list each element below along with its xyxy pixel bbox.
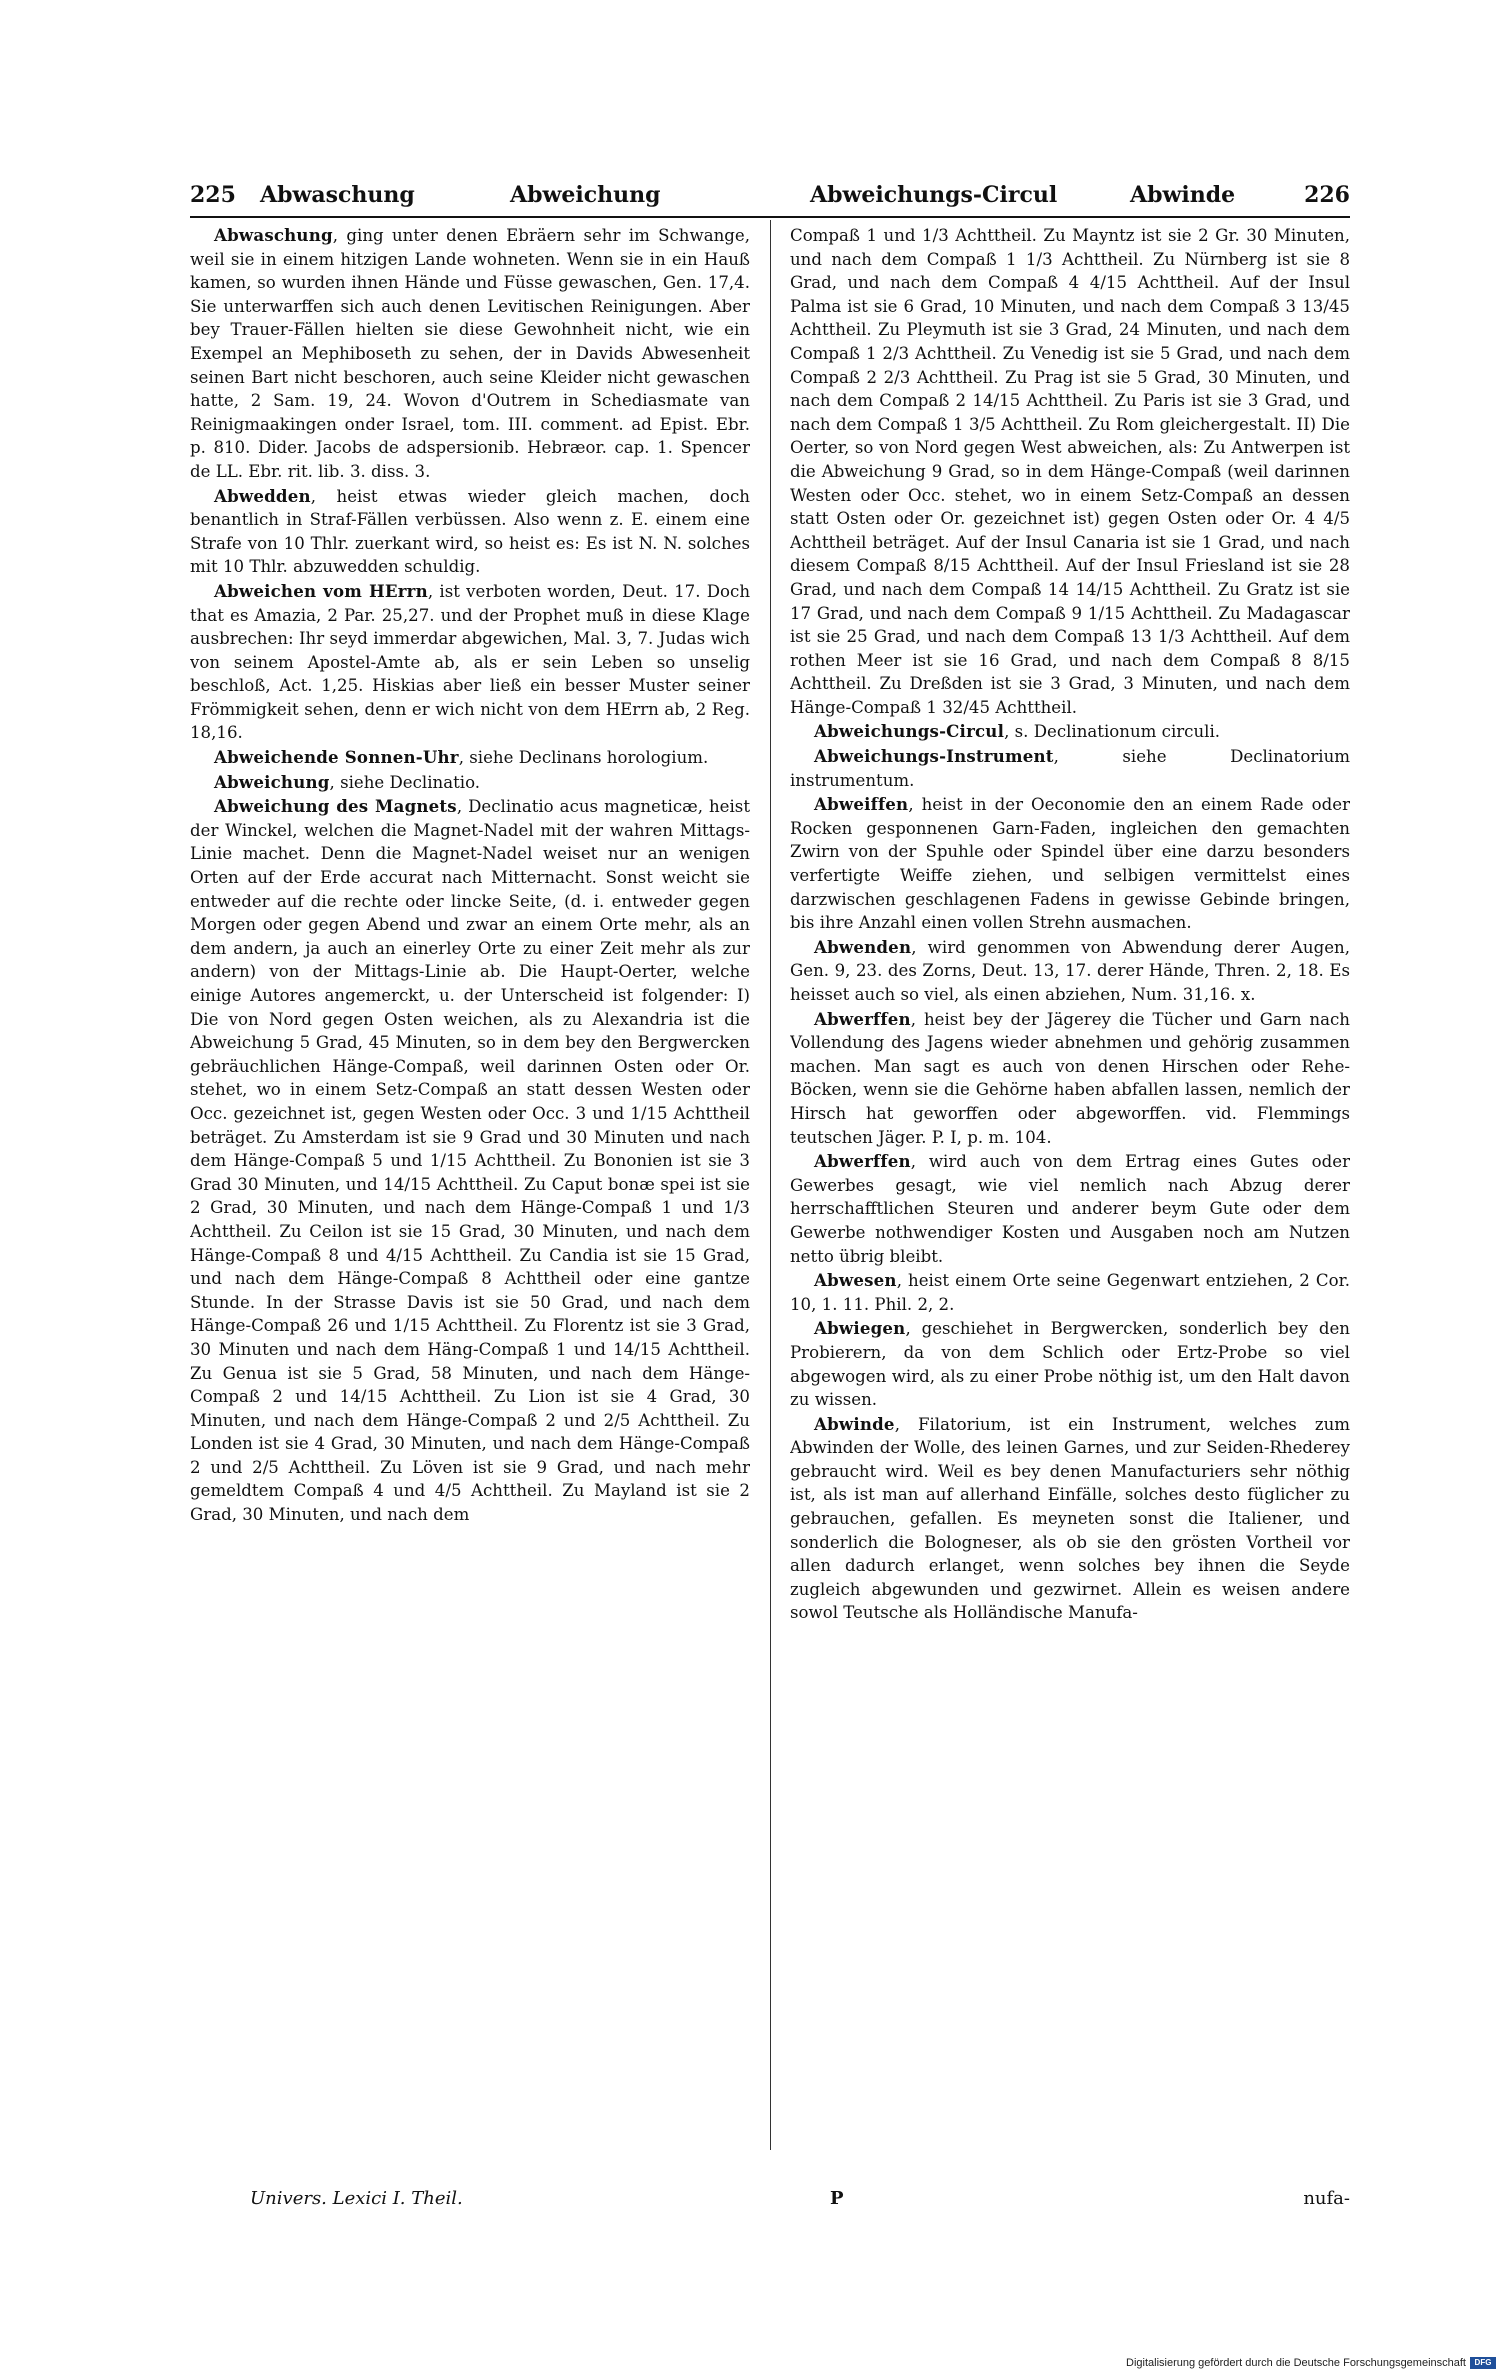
entry-headword: Abwenden: [814, 936, 912, 957]
entry-text: , heist einem Orte seine Gegenwart entziehen, 2 Cor. 10, 1. 11. Phil. 2, 2.: [790, 1271, 1350, 1314]
right-column: [790, 224, 1350, 2184]
entry: [190, 580, 750, 745]
entry: [790, 793, 1350, 935]
right-catchword-second: Abwinde: [1130, 182, 1236, 208]
entry: [190, 771, 750, 795]
running-header: [190, 176, 1350, 216]
entry: [790, 1269, 1350, 1316]
entry-headword: Abweichung: [214, 771, 330, 792]
entry-text: , Filatorium, ist ein Instrument, welches zum Abwinden der Wolle, des leinen Garnes, und zur Seiden-Rhederey gebraucht wird. Weil es bey denen Manufacturiers sehr nöthig ist, als ist man auf allerhand Einfälle, solches desto füglicher zu gebrauchen, gefallen. Es meyneten sonst die Italiener, und sonderlich die Bologneser, als ob sie den grösten Vortheil vor allen dadurch erlanget, wenn solches bey ihnen die Seyde zugleich abgewunden und gezwirnet. Allein es weisen andere sowol Teutsche als Holländische Manufa-: [790, 1414, 1350, 1623]
entry-text: Compaß 1 und 1/3 Achttheil. Zu Mayntz ist sie 2 Gr. 30 Minuten, und nach dem Compaß 1 1/3 Achttheil. Zu Nürnberg ist sie 8 Grad, und nach dem Compaß 4 4/15 Achttheil. Auf der Insul Palma ist sie 6 Grad, 10 Minuten, und nach dem Compaß 3 13/45 Achttheil. Zu Pleymuth ist sie 3 Grad, 24 Minuten, und nach dem Compaß 1 2/3 Achttheil. Zu Venedig ist sie 5 Grad, und nach dem Compaß 2 2/3 Achttheil. Zu Prag ist sie 5 Grad, 30 Minuten, und nach dem Compaß 2 14/15 Achttheil. Zu Paris ist sie 3 Grad, und nach dem Compaß 1 3/5 Achttheil. Zu Rom gleichergestalt. II) Die Oerter, so von Nord gegen West abweichen, als: Zu Antwerpen ist die Abweichung 9 Grad, so in dem Hänge-Compaß (weil darinnen Westen oder Occ. stehet, wo in einem Setz-Compaß an dessen statt Osten oder Or. gezeichnet ist) gegen Osten oder Or. 4 4/5 Achttheil beträget. Auf der Insul Canaria ist sie 1 Grad, und nach diesem Compaß 8/15 Achttheil. Auf der Insul Friesland ist sie 28 Grad, und nach dem Compaß 14 14/15 Achttheil. Zu Gratz ist sie 17 Grad, und nach dem Compaß 9 1/15 Achttheil. Zu Madagascar ist sie 25 Grad, und nach dem Compaß 13 1/3 Achttheil. Auf dem rothen Meer ist sie 16 Grad, und nach dem Compaß 8 8/15 Achttheil. Zu Dreßden ist sie 3 Grad, 3 Minuten, und nach dem Hänge-Compaß 1 32/45 Achttheil.: [790, 226, 1350, 717]
entry-headword: Abwedden: [214, 485, 311, 506]
right-catchword-first: Abweichungs-Circul: [810, 182, 1058, 208]
entry: [190, 795, 750, 1526]
credit-text: Digitalisierung gefördert durch die Deutsche Forschungsgemeinschaft: [1126, 2357, 1466, 2369]
entry-headword: Abweichung des Magnets: [214, 796, 457, 817]
entry-text: , siehe Declinans horologium.: [458, 748, 709, 768]
signature-title: Univers. Lexici I. Theil.: [250, 2188, 463, 2209]
entry-text: , ist verboten worden, Deut. 17. Doch that es Amazia, 2 Par. 25,27. und der Prophet muß in diese Klage ausbrechen: Ihr seyd immerdar abgewichen, Mal. 3, 7. Judas wich von seinem Apostel-Amte ab, als er sein Leben so unselig beschloß, Act. 1,25. Hiskias aber ließ ein besser Muster seiner Frömmigkeit sehen, denn er wich nicht von dem HErrn ab, 2 Reg. 18,16.: [190, 581, 750, 743]
right-page-number: 226: [1304, 182, 1350, 208]
entry-headword: Abwaschung: [214, 225, 333, 245]
left-page-number: 225: [190, 182, 236, 208]
entry: [190, 485, 750, 579]
dfg-logo: DFG: [1470, 2357, 1496, 2369]
signature-mark: P: [830, 2188, 844, 2209]
entry: [190, 746, 750, 770]
entry: [790, 1317, 1350, 1411]
header-rule: [190, 216, 1350, 218]
entry-text: , heist in der Oeconomie den an einem Rade oder Rocken gesponnenen Garn-Faden, ingleichen den gemachten Zwirn von der Spuhle oder Spindel über eine darzu besonders verfertigte Weiffe ziehen, und selbigen vermittelst eines darzwischen geschlagenen Fadens in gewisse Gebinde bringen, bis ihre Anzahl einen vollen Strehn ausmachen.: [790, 795, 1350, 933]
entry-text: , ging unter denen Ebräern sehr im Schwange, weil sie in einem hitzigen Lande wohneten. Wenn sie in ein Hauß kamen, so wurden ihnen Hände und Füsse gewaschen, Gen. 17,4. Sie unterwarffen sich auch denen Levitischen Reinigungen. Aber bey Trauer-Fällen hielten sie diese Gewohnheit nicht, wie ein Exempel an Mephiboseth zu sehen, der in Davids Abwesenheit seinen Bart nicht beschoren, auch seine Kleider nicht gewaschen hatte, 2 Sam. 19, 24. Wovon d'Outrem in Schediasmate van Reinigmaakingen onder Israel, tom. III. comment. ad Epist. Ebr. p. 810. Dider. Jacobs de adspersionib. Hebræor. cap. 1. Spencer de LL. Ebr. rit. lib. 3. diss. 3.: [190, 226, 750, 481]
entry-continuation: [790, 224, 1350, 719]
entry-headword: Abwesen: [814, 1270, 897, 1291]
book-page: [190, 176, 1350, 2216]
entry-text: , siehe Declinatorium instrumentum.: [790, 747, 1350, 790]
column-divider: [770, 220, 771, 2150]
entry-text: , Declinatio acus magneticæ, heist der Winckel, welchen die Magnet-Nadel mit der wahren Mittags-Linie machet. Denn die Magnet-Nadel weiset nur an wenigen Orten auf der Erde accurat nach Mitternacht. Sonst weicht sie entweder auf die rechte oder lincke Seite, (d. i. entweder gegen Morgen oder gegen Abend und zwar an einem Orte mehr, als an dem andern, ja auch an einerley Orte zu einer Zeit mehr als zur andern) von der Mittags-Linie ab. Die Haupt-Oerter, welche einige Autores angemerckt, u. der Unterscheid ist folgender: I) Die von Nord gegen Osten weichen, als zu Alexandria ist die Abweichung 5 Grad, 45 Minuten, so in dem bey den Bergwercken gebräuchlichen Hänge-Compaß, weil darinnen Osten oder Or. stehet, wo in einem Setz-Compaß an statt dessen Westen oder Occ. gezeichnet ist, gegen Westen oder Occ. 3 und 1/15 Achttheil beträget. Zu Amsterdam ist sie 9 Grad und 30 Minuten und nach dem Hänge-Compaß 5 und 1/15 Achttheil. Zu Bononien ist sie 3 Grad 30 Minuten, und 14/15 Achttheil. Zu Caput bonæ spei ist sie 2 Grad, 30 Minuten, und nach dem Hänge-Compaß 1 und 1/3 Achttheil. Zu Ceilon ist sie 15 Grad, 30 Minuten, und nach dem Hänge-Compaß 8 und 4/15 Achttheil. Zu Candia ist sie 15 Grad, und nach dem Hänge-Compaß 8 Achttheil oder eine gantze Stunde. In der Strasse Davis ist sie 50 Grad, und nach dem Hänge-Compaß 26 und 1/15 Achttheil. Zu Florentz ist sie 3 Grad, 30 Minuten und nach dem Häng-Compaß 1 und 14/15 Achttheil. Zu Genua ist sie 5 Grad, 58 Minuten, und nach dem Hänge-Compaß 2 und 14/15 Achttheil. Zu Lion ist sie 4 Grad, 30 Minuten, und nach dem Hänge-Compaß 2 und 2/5 Achttheil. Zu Londen ist sie 4 Grad, 30 Minuten, und nach dem Hänge-Compaß 2 und 2/5 Achttheil. Zu Löven ist sie 9 Grad, und nach mehr gemeldtem Compaß 4 und 4/5 Achttheil. Zu Mayland ist sie 2 Grad, 30 Minuten, und nach dem: [190, 797, 750, 1525]
entry-headword: Abwinde: [814, 1413, 895, 1434]
entry-headword: Abwerffen: [814, 1151, 911, 1172]
entry: [790, 1150, 1350, 1268]
entry-text: , siehe Declinatio.: [329, 772, 481, 792]
page-footer: [190, 2188, 1350, 2218]
entry-headword: Abweichungs-Instrument: [814, 746, 1054, 767]
entry: [190, 224, 750, 484]
digitization-credit: [1126, 2357, 1496, 2369]
entry-headword: Abweichende Sonnen-Uhr: [214, 747, 459, 768]
entry: [790, 745, 1350, 792]
left-catchword-second: Abweichung: [510, 182, 661, 208]
entry: [790, 720, 1350, 744]
left-catchword-first: Abwaschung: [260, 182, 415, 208]
entry-text: , wird genommen von Abwendung derer Augen, Gen. 9, 23. des Zorns, Deut. 13, 17. derer Hände, Thren. 2, 18. Es heisset auch so viel, als einen abziehen, Num. 31,16. x.: [790, 937, 1350, 1004]
entry-text: , geschiehet in Bergwercken, sonderlich bey den Probierern, da von dem Schlich oder Ertz-Probe so viel abgewogen wird, als zu einer Probe nöthig ist, um den Halt davon zu wissen.: [790, 1319, 1350, 1410]
entry-headword: Abweiffen: [814, 794, 909, 815]
entry-text: , heist etwas wieder gleich machen, doch benantlich in Straf-Fällen verbüssen. Also wenn z. E. einem eine Strafe von 10 Thlr. zuerkant wird, so heist es: Es ist N. N. solches mit 10 Thlr. abzuwedden schuldig.: [190, 486, 750, 577]
entry-text: , heist bey der Jägerey die Tücher und Garn nach Vollendung des Jagens wieder abnehmen und gehörig zusammen machen. Man sagt es auch von denen Hirschen oder Rehe-Böcken, wenn sie die Gehörne haben abfallen lassen, nemlich der Hirsch hat geworffen oder abgeworffen. vid. Flemmings teutschen Jäger. P. I, p. m. 104.: [790, 1009, 1350, 1147]
entry-headword: Abwerffen: [814, 1008, 911, 1029]
catchword: nufa-: [1303, 2188, 1350, 2209]
entry: [790, 1413, 1350, 1625]
entry: [790, 1008, 1350, 1150]
entry: [790, 936, 1350, 1007]
left-column: [190, 224, 750, 2184]
entry-headword: Abweichungs-Circul: [814, 721, 1005, 742]
entry-text: , s. Declinationum circuli.: [1004, 722, 1221, 742]
entry-headword: Abweichen vom HErrn: [214, 580, 428, 601]
entry-headword: Abwiegen: [814, 1318, 906, 1339]
entry-text: , wird auch von dem Ertrag eines Gutes oder Gewerbes gesagt, wie viel nemlich nach Abzug derer herrschafftlichen Steuren und anderer beym Gute oder dem Gewerbe nothwendiger Kosten und Ausgaben noch am Nutzen netto übrig bleibt.: [790, 1152, 1350, 1266]
